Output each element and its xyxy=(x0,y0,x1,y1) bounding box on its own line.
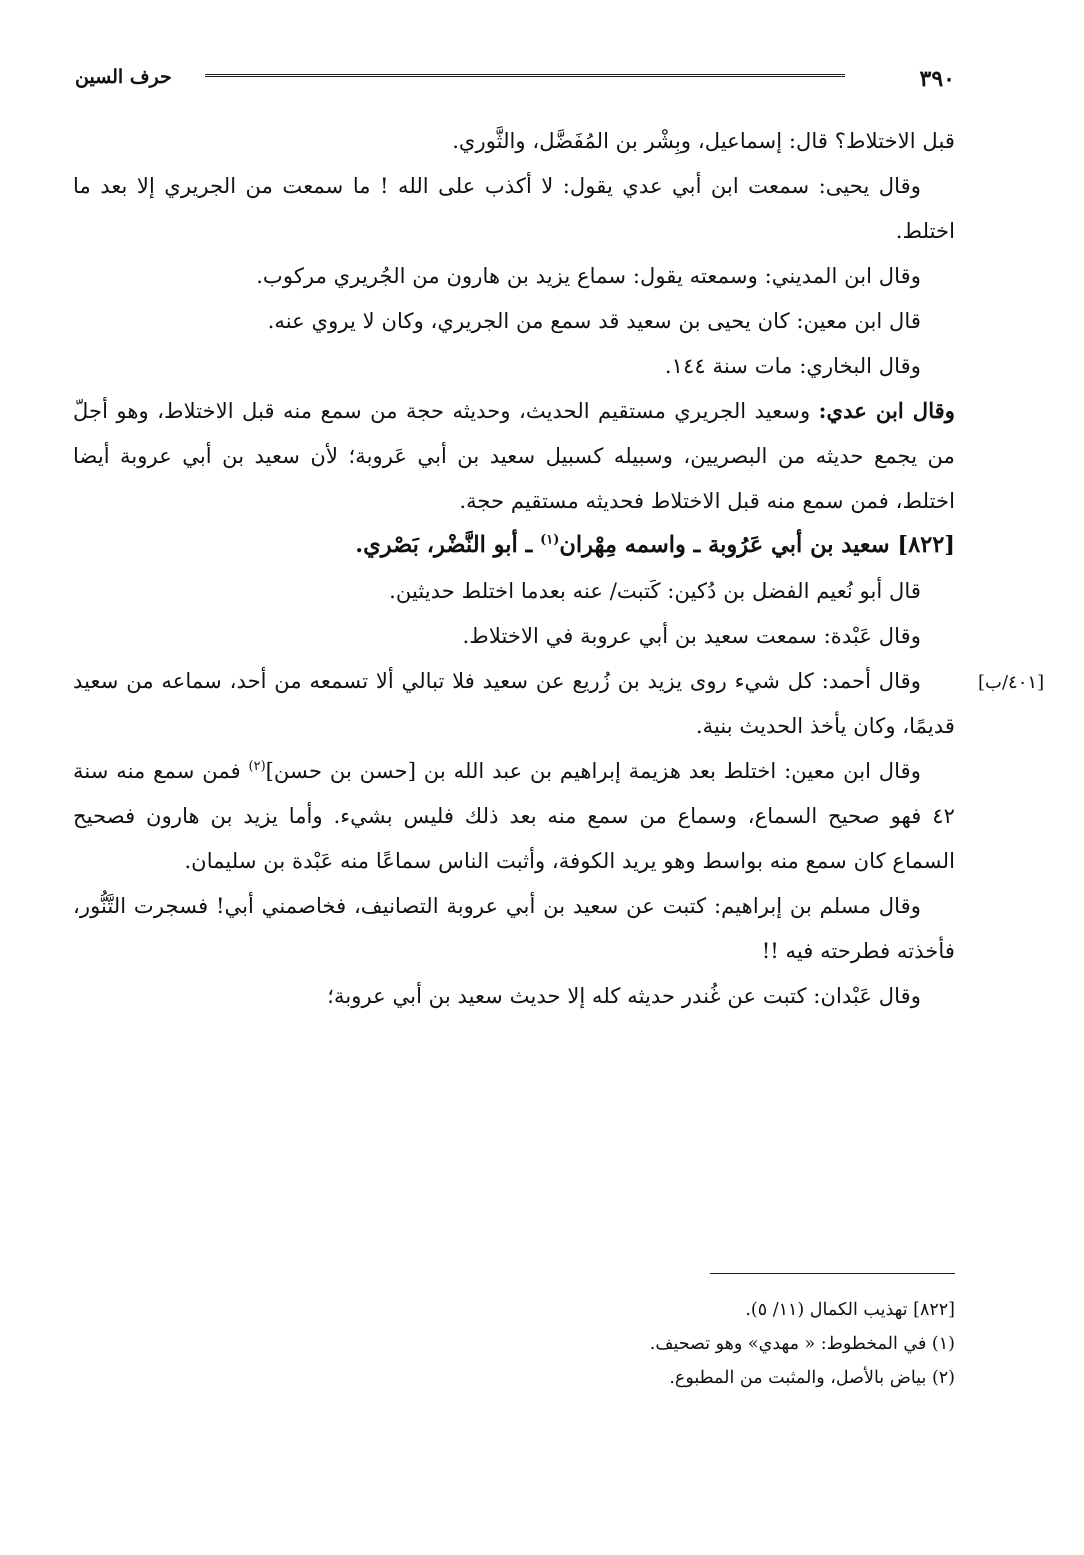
paragraph-lead: وقال ابن عدي: xyxy=(818,398,956,423)
page-number: ٣٩٠ xyxy=(919,66,955,92)
page-header xyxy=(75,62,955,92)
header-rule xyxy=(205,74,845,77)
paragraph: وقال مسلم بن إبراهيم: كتبت عن سعيد بن أبي عروبة التصانيف، فخاصمني أبي! فسجرت التَّنُّور، فأخذته فطرحته فيه !! xyxy=(73,893,955,963)
manuscript-folio-note: [٤٠١/ب] xyxy=(978,672,1045,693)
footnote: [٨٢٢] تهذيب الكمال (١١/ ٥). xyxy=(745,1300,955,1320)
entry-title-part: [٨٢٢] سعيد بن أبي عَرُوبة ـ واسمه مِهْران xyxy=(559,532,955,558)
paragraph xyxy=(73,748,955,883)
paragraph: وقال ابن المديني: وسمعته يقول: سماع يزيد بن هارون من الجُريري مركوب. xyxy=(256,263,921,288)
paragraph: وقال البخاري: مات سنة ١٤٤. xyxy=(664,353,921,378)
footnote-ref: (٢) xyxy=(248,758,266,774)
paragraph: وقال يحيى: سمعت ابن أبي عدي يقول: لا أكذب على الله ! ما سمعت من الجريري إلا بعد ما اختلط. xyxy=(73,173,955,243)
footnote-rule xyxy=(710,1273,955,1274)
entry-heading xyxy=(73,523,955,568)
running-title: حرف السين xyxy=(75,66,172,88)
paragraph: وقال عَبْدان: كتبت عن غُندر حديثه كله إلا حديث سعيد بن أبي عروبة؛ xyxy=(327,983,921,1008)
footnote: (١) في المخطوط: « مهدي» وهو تصحيف. xyxy=(649,1334,955,1354)
paragraph: قبل الاختلاط؟ قال: إسماعيل، وبِشْر بن المُفَضَّل، والثَّوري. xyxy=(452,128,955,153)
paragraph: قال أبو نُعيم الفضل بن دُكين: كَتبت/ عنه بعدما اختلط حديثين. xyxy=(389,578,921,603)
paragraph: قال ابن معين: كان يحيى بن سعيد قد سمع من الجريري، وكان لا يروي عنه. xyxy=(267,308,921,333)
paragraph: وقال عَبْدة: سمعت سعيد بن أبي عروبة في الاختلاط. xyxy=(462,623,921,648)
body-text xyxy=(73,118,955,1018)
paragraph: وقال أحمد: كل شيء روى يزيد بن زُريع عن سعيد فلا تبالي ألا تسمعه من أحد، سماعه من سعيد قديمًا، وكان يأخذ الحديث بنية. xyxy=(73,668,955,738)
footnote: (٢) بياض بالأصل، والمثبت من المطبوع. xyxy=(669,1368,955,1388)
paragraph-text: فمن سمع منه سنة ٤٢ فهو صحيح السماع، وسماع من سمع منه بعد ذلك فليس بشيء. وأما يزيد بن هارون فصحيح السماع كان سمع منه بواسط وهو يريد الكوفة، وأثبت الناس سماعًا منه عَبْدة بن سليمان. xyxy=(73,758,955,873)
paragraph-text: وسعيد الجريري مستقيم الحديث، وحديثه حجة من سمع منه قبل الاختلاط، وهو أجلّ من يجمع حديثه من البصريين، وسبيله كسبيل سعيد بن أبي عَروبة؛ لأن سعيد بن أبي عروبة أيضا اختلط، فمن سمع منه قبل الاختلاط فحديثه مستقيم حجة. xyxy=(73,398,955,513)
footnote-ref: (١) xyxy=(540,532,560,548)
entry-title-part: ـ أبو النَّضْر، بَصْري. xyxy=(355,532,541,558)
footnotes xyxy=(73,1293,955,1395)
paragraph xyxy=(73,388,955,523)
paragraph-text: وقال ابن معين: اختلط بعد هزيمة إبراهيم بن عبد الله بن [حسن بن حسن] xyxy=(265,758,921,783)
